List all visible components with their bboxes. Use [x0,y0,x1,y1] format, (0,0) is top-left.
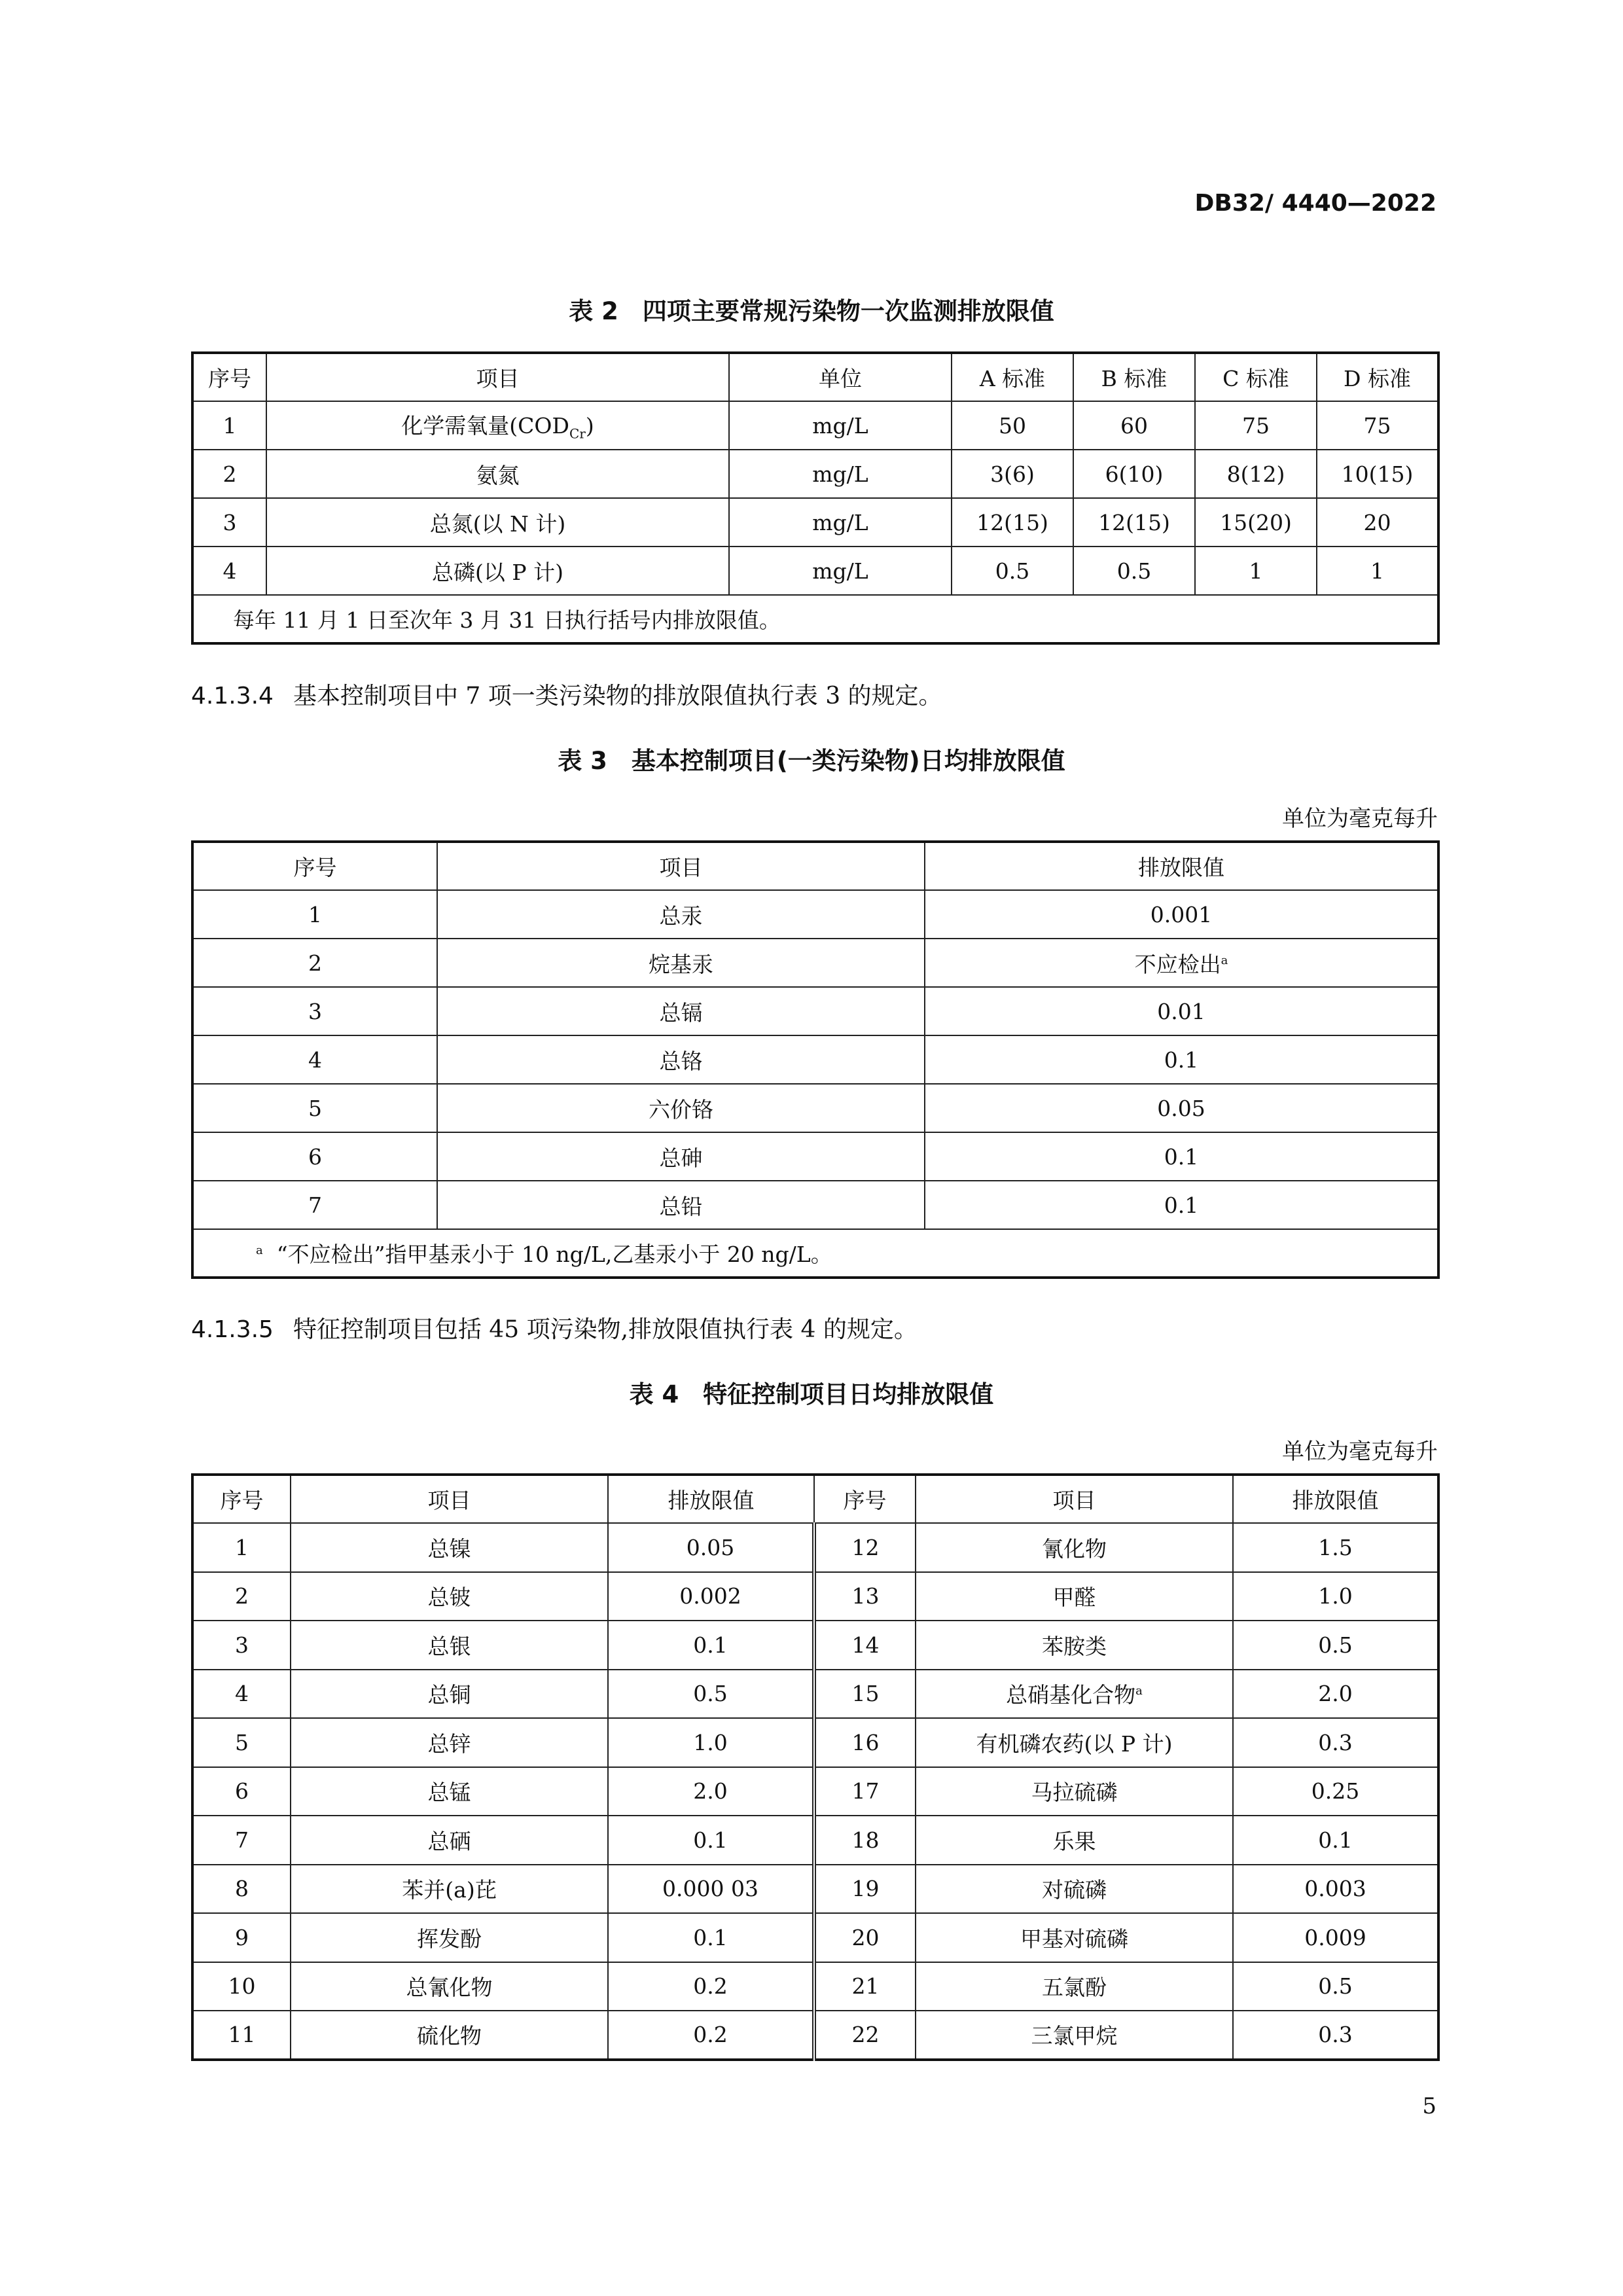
table4 [191,1473,1440,2061]
table2-header: A 标准 [952,353,1073,401]
table-cell: 马拉硫磷 [916,1767,1233,1816]
table-cell: 6(10) [1073,450,1195,498]
table-row [192,1572,1438,1621]
table2-header: B 标准 [1073,353,1195,401]
table-cell: 0.001 [925,890,1438,939]
table-row [192,450,1438,498]
table-row [192,1767,1438,1816]
table-cell: 0.01 [925,987,1438,1035]
table-cell: 总氰化物 [291,1962,608,2011]
table-cell: mg/L [729,450,952,498]
table-cell: 3(6) [952,450,1073,498]
table-cell: 2.0 [608,1767,814,1816]
table-cell: 12(15) [1073,498,1195,547]
table-cell: 10 [192,1962,291,2011]
table-cell: 1.0 [1233,1572,1438,1621]
table-cell: 1 [192,890,437,939]
table3-header: 项目 [437,842,925,890]
table-cell: 0.1 [925,1181,1438,1229]
table-cell: 7 [192,1816,291,1865]
table-cell: 18 [814,1816,916,1865]
table-cell: 12 [814,1523,916,1572]
table2 [191,351,1440,645]
table-cell: 1.0 [608,1718,814,1767]
table-cell: 总银 [291,1621,608,1670]
table-cell: 8(12) [1195,450,1317,498]
table-cell: 16 [814,1718,916,1767]
table-cell: 2 [192,450,266,498]
table-cell: 60 [1073,401,1195,450]
table-cell [916,1670,1233,1719]
table-cell: 挥发酚 [291,1913,608,1962]
table-cell: 苯胺类 [916,1621,1233,1670]
table-cell: 4 [192,1035,437,1084]
table-cell: 15 [814,1670,916,1719]
table-cell: 乐果 [916,1816,1233,1865]
table-cell: 75 [1195,401,1317,450]
table-cell: 2.0 [1233,1670,1438,1719]
table-row [192,1621,1438,1670]
footnote-mark: a [1135,1684,1143,1698]
table-cell: 总氮(以 N 计) [266,498,729,547]
page-number: 5 [1422,2093,1436,2119]
table-cell: 5 [192,1084,437,1132]
table-cell: 0.5 [952,547,1073,595]
table-cell [925,939,1438,987]
table-cell: 12(15) [952,498,1073,547]
table-cell: 对硫磷 [916,1865,1233,1914]
table-cell: 甲醛 [916,1572,1233,1621]
table4-header: 排放限值 [608,1475,814,1523]
table-cell: 5 [192,1718,291,1767]
table4-caption: 表 4 特征控制项目日均排放限值 [629,1380,994,1408]
table-cell: 总硒 [291,1816,608,1865]
table-cell: 有机磷农药(以 P 计) [916,1718,1233,1767]
table-cell: 50 [952,401,1073,450]
table-cell: 0.009 [1233,1913,1438,1962]
table3-note-row [192,1229,1438,1278]
table-cell: 0.1 [1233,1816,1438,1865]
table-cell: mg/L [729,547,952,595]
table-cell: 总铜 [291,1670,608,1719]
table-cell: 硫化物 [291,2011,608,2060]
table-row [192,498,1438,547]
table-cell: 五氯酚 [916,1962,1233,2011]
table-cell: 9 [192,1913,291,1962]
table-cell: 75 [1317,401,1438,450]
table-cell: 总铅 [437,1181,925,1229]
table3-header: 排放限值 [925,842,1438,890]
table-cell: 0.5 [608,1670,814,1719]
table-cell: 0.002 [608,1572,814,1621]
table-row [192,1084,1438,1132]
table4-header: 序号 [192,1475,291,1523]
table-cell: 20 [814,1913,916,1962]
footnote-mark: a [256,1244,263,1257]
table3-header: 序号 [192,842,437,890]
table-row [192,890,1438,939]
table-cell: 三氯甲烷 [916,2011,1233,2060]
table-cell: 氰化物 [916,1523,1233,1572]
table-cell: 0.1 [608,1816,814,1865]
table-cell: 苯并(a)芘 [291,1865,608,1914]
table-cell: mg/L [729,401,952,450]
table-row [192,987,1438,1035]
table-cell: 3 [192,1621,291,1670]
table2-header-row [192,353,1438,401]
table-cell: 2 [192,939,437,987]
table-cell: 0.05 [608,1523,814,1572]
document-code: DB32/ 4440—2022 [1194,190,1436,217]
table-cell: 17 [814,1767,916,1816]
table-cell: 7 [192,1181,437,1229]
table3-unit: 单位为毫克每升 [1282,806,1438,832]
table-cell: 六价铬 [437,1084,925,1132]
table4-header: 项目 [916,1475,1233,1523]
table-cell: 3 [192,987,437,1035]
table-row [192,939,1438,987]
table-cell: 0.1 [925,1035,1438,1084]
table-cell: 0.000 03 [608,1865,814,1914]
table-row [192,1523,1438,1572]
table-cell: 13 [814,1572,916,1621]
footnote-mark: a [1221,953,1228,967]
clause-text: 基本控制项目中 7 项一类污染物的排放限值执行表 3 的规定。 [293,683,942,709]
table-cell: 0.003 [1233,1865,1438,1914]
cod-suffix: ) [585,413,594,439]
table-cell: 6 [192,1767,291,1816]
table-cell: 总砷 [437,1132,925,1181]
table-row [192,1718,1438,1767]
clause-number: 4.1.3.4 [191,683,274,709]
table-cell: 21 [814,1962,916,2011]
table-cell: 甲基对硫磷 [916,1913,1233,1962]
cod-label: 化学需氧量(COD [401,413,569,439]
table-row [192,1865,1438,1914]
table-cell: 0.5 [1233,1962,1438,2011]
table-row [192,1962,1438,2011]
table-cell: 0.5 [1233,1621,1438,1670]
table2-note-row [192,595,1438,643]
table-cell: 0.1 [925,1132,1438,1181]
table-cell: 1.5 [1233,1523,1438,1572]
table3 [191,840,1440,1279]
table-row [192,1816,1438,1865]
table-cell: 总铬 [437,1035,925,1084]
table-row [192,2011,1438,2060]
limit-not-detected: 不应检出 [1134,951,1221,977]
table-cell: 氨氮 [266,450,729,498]
clause-4-1-3-5 [191,1311,918,1344]
table-cell: 2 [192,1572,291,1621]
table4-header: 序号 [814,1475,916,1523]
table-cell: 总锰 [291,1767,608,1816]
table-cell: 总镍 [291,1523,608,1572]
clause-number: 4.1.3.5 [191,1316,274,1343]
table-cell: 8 [192,1865,291,1914]
table-cell: 0.1 [608,1913,814,1962]
table-row [192,1670,1438,1719]
table-cell: 22 [814,2011,916,2060]
table3-header-row [192,842,1438,890]
table-cell-cod [266,401,729,450]
table-cell: 0.3 [1233,2011,1438,2060]
table-cell: 1 [1317,547,1438,595]
table2-header: C 标准 [1195,353,1317,401]
table-cell: 19 [814,1865,916,1914]
table-cell: 0.1 [608,1621,814,1670]
table-row [192,1181,1438,1229]
table2-header: 序号 [192,353,266,401]
table-cell: 1 [192,401,266,450]
table-cell: 10(15) [1317,450,1438,498]
table-cell: 0.5 [1073,547,1195,595]
table-cell: 11 [192,2011,291,2060]
table-cell: 总汞 [437,890,925,939]
table2-header: D 标准 [1317,353,1438,401]
table-cell: 4 [192,1670,291,1719]
cod-subscript: Cr [569,425,586,442]
table-cell: 15(20) [1195,498,1317,547]
table-cell: 总磷(以 P 计) [266,547,729,595]
table-row [192,1035,1438,1084]
table-cell: 0.3 [1233,1718,1438,1767]
table-cell: 烷基汞 [437,939,925,987]
table3-caption: 表 3 基本控制项目(一类污染物)日均排放限值 [558,747,1065,775]
table2-header: 项目 [266,353,729,401]
table2-note: 每年 11 月 1 日至次年 3 月 31 日执行括号内排放限值。 [192,595,1438,643]
table-cell: 14 [814,1621,916,1670]
nitro-compounds-label: 总硝基化合物 [1006,1682,1136,1708]
table-cell: 1 [192,1523,291,1572]
table-cell: 总铍 [291,1572,608,1621]
table4-header-row [192,1475,1438,1523]
table-cell: mg/L [729,498,952,547]
table-row [192,401,1438,450]
table-row [192,1913,1438,1962]
table-cell: 4 [192,547,266,595]
table-cell: 0.2 [608,2011,814,2060]
table4-unit: 单位为毫克每升 [1282,1439,1438,1465]
table4-header: 排放限值 [1233,1475,1438,1523]
table-cell: 0.05 [925,1084,1438,1132]
table3-note [192,1229,1438,1278]
table-cell: 6 [192,1132,437,1181]
clause-text: 特征控制项目包括 45 项污染物,排放限值执行表 4 的规定。 [293,1316,918,1343]
table-cell: 0.2 [608,1962,814,2011]
table2-caption: 表 2 四项主要常规污染物一次监测排放限值 [569,297,1054,325]
table-cell: 1 [1195,547,1317,595]
table2-header: 单位 [729,353,952,401]
table-cell: 总锌 [291,1718,608,1767]
clause-4-1-3-4 [191,677,942,711]
table-cell: 总镉 [437,987,925,1035]
table-cell: 3 [192,498,266,547]
table4-header: 项目 [291,1475,608,1523]
table-cell: 20 [1317,498,1438,547]
table-row [192,1132,1438,1181]
table-cell: 0.25 [1233,1767,1438,1816]
table-row [192,547,1438,595]
table3-note-text: “不应检出”指甲基汞小于 10 ng/L,乙基汞小于 20 ng/L。 [276,1242,832,1267]
